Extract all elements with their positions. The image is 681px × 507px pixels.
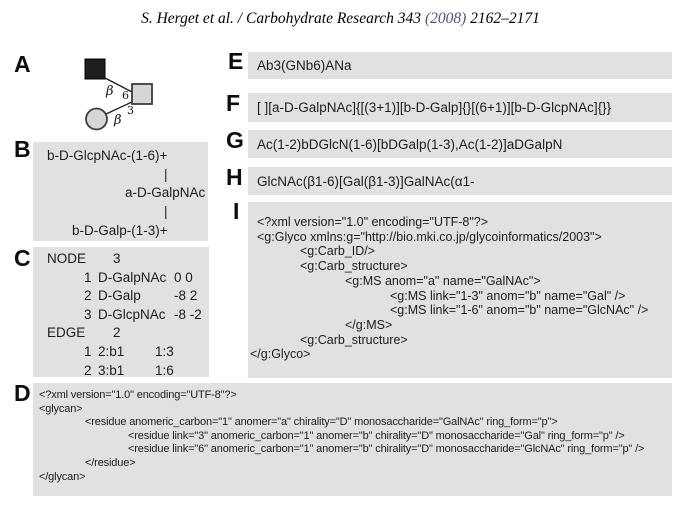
edge-index: 2 — [84, 362, 92, 378]
node-coords: 0 0 — [174, 269, 193, 285]
xml-code-line: <g:Carb_structure> — [300, 332, 408, 347]
journal-year-link: (2008) — [424, 10, 467, 27]
panel-b-box — [33, 142, 208, 241]
node-index: 3 — [84, 306, 92, 322]
node-row — [33, 270, 209, 289]
xml-code-line: <g:MS link="1-6" anom="b" name="GlcNAc" /> — [390, 303, 649, 318]
node-index: 2 — [84, 288, 92, 304]
glycan-symbol-diagram — [78, 52, 164, 136]
node-index: 1 — [84, 269, 92, 285]
edge-to: 1:6 — [155, 362, 174, 378]
journal-header-citation: S. Herget et al. / Carbohydrate Research 343 — [141, 10, 425, 27]
xml-code-line: <residue link="6" anomeric_carbon="1" anomer="b" chirality="D" monosaccharide="GlcNAc" ring_form="p" /> — [128, 443, 645, 456]
keyword-count: 3 — [113, 251, 121, 266]
panel-b-label: B — [14, 136, 31, 162]
anomer-beta-lower-label: β — [114, 113, 122, 128]
edge-index: 1 — [84, 343, 92, 359]
panel-h-label: H — [226, 164, 243, 190]
panel-e-box — [248, 52, 672, 79]
node-row — [33, 288, 209, 307]
journal-header-pages: 2162–2171 — [466, 10, 540, 27]
linucs-notation: [ ][a-D-GalpNAc]{[(3+1)][b-D-Galp]{}[(6+1)][b-D-GlcpNAc]{}} — [257, 100, 612, 115]
node-name: D-Galp — [98, 288, 141, 304]
xml-code-line: <g:Glyco xmlns:g="http://bio.mki.co.jp/glycoinformatics/2003"> — [257, 229, 602, 244]
xml-code-line: <g:MS link="1-3" anom="b" name="Gal" /> — [390, 288, 626, 303]
xml-code-line: <?xml version="1.0" encoding="UTF-8"?> — [39, 389, 237, 401]
edge-row — [33, 363, 209, 382]
xml-code-line: <g:MS anom="a" name="GalNAc"> — [345, 273, 541, 288]
panel-g-label: G — [226, 127, 244, 153]
edge-to: 1:3 — [155, 343, 174, 359]
iupac-line: a-D-GalpNAc — [125, 185, 206, 201]
xml-code-line: </glycan> — [39, 470, 86, 483]
xml-code-line: <?xml version="1.0" encoding="UTF-8"?> — [257, 215, 489, 229]
node-coords: -8 -2 — [174, 306, 202, 322]
keyword: NODE — [47, 251, 87, 266]
xml-code-line: </g:Glyco> — [250, 347, 311, 362]
node-row — [33, 307, 209, 326]
gray-circle-glycan-icon — [86, 109, 107, 130]
edge-header-row — [33, 325, 209, 344]
panel-i-label: I — [233, 198, 240, 224]
panel-h-box — [248, 167, 672, 195]
iupac-line: b-D-Galp-(1-3)+ — [72, 222, 168, 238]
panel-c-box — [33, 247, 209, 377]
edge-from: 3:b1 — [98, 362, 125, 378]
node-name: D-GlcpNAc — [98, 306, 166, 322]
panel-f-box — [248, 93, 672, 122]
panel-e-label: E — [228, 48, 244, 74]
iupac-connector: | — [164, 204, 168, 220]
xml-code-line: <glycan> — [39, 402, 83, 415]
linkage-6-label: 6 — [122, 89, 129, 102]
panel-d-label: D — [14, 380, 31, 406]
linkage-3-label: 3 — [127, 104, 134, 117]
keyword: EDGE — [47, 325, 86, 341]
panel-i-box — [248, 202, 672, 378]
iupac-short-notation: GlcNAc(β1-6)[Gal(β1-3)]GalNAc(α1- — [257, 173, 475, 189]
edge-from: 2:b1 — [98, 343, 125, 359]
journal-header — [0, 10, 681, 28]
panel-a-label: A — [14, 51, 31, 77]
linearcode-notation: Ab3(GNb6)ANa — [257, 58, 352, 73]
iupac-line: b-D-GlcpNAc-(1-6)+ — [47, 148, 168, 163]
xml-code-line: <g:Carb_structure> — [300, 259, 408, 274]
node-coords: -8 2 — [174, 288, 198, 304]
panel-g-box — [248, 130, 672, 158]
iupac-connector: | — [164, 166, 168, 182]
node-name: D-GalpNAc — [98, 269, 167, 285]
bcsdb-notation: Ac(1-2)bDGlcN(1-6)[bDGalp(1-3),Ac(1-2)]aDGalpN — [257, 136, 563, 152]
panel-c-label: C — [14, 245, 31, 271]
xml-code-line: <g:Carb_ID/> — [300, 244, 376, 259]
panel-d-box — [33, 383, 672, 496]
panel-f-label: F — [226, 90, 241, 116]
gray-square-glycan-icon — [132, 84, 152, 104]
xml-code-line: </g:MS> — [345, 317, 393, 332]
xml-code-line: </residue> — [85, 456, 136, 469]
edge-row — [33, 344, 209, 363]
node-header-row — [33, 251, 209, 270]
xml-code-line: <residue link="3" anomeric_carbon="1" anomer="b" chirality="D" monosaccharide="Gal" ring_form="p" /> — [128, 429, 625, 442]
anomer-beta-upper-label: β — [106, 84, 114, 99]
xml-code-line: <residue anomeric_carbon="1" anomer="a" chirality="D" monosaccharide="GalNAc" ring_form="p"> — [85, 416, 558, 429]
black-square-glycan-icon — [85, 59, 105, 79]
keyword-count: 2 — [113, 325, 121, 341]
